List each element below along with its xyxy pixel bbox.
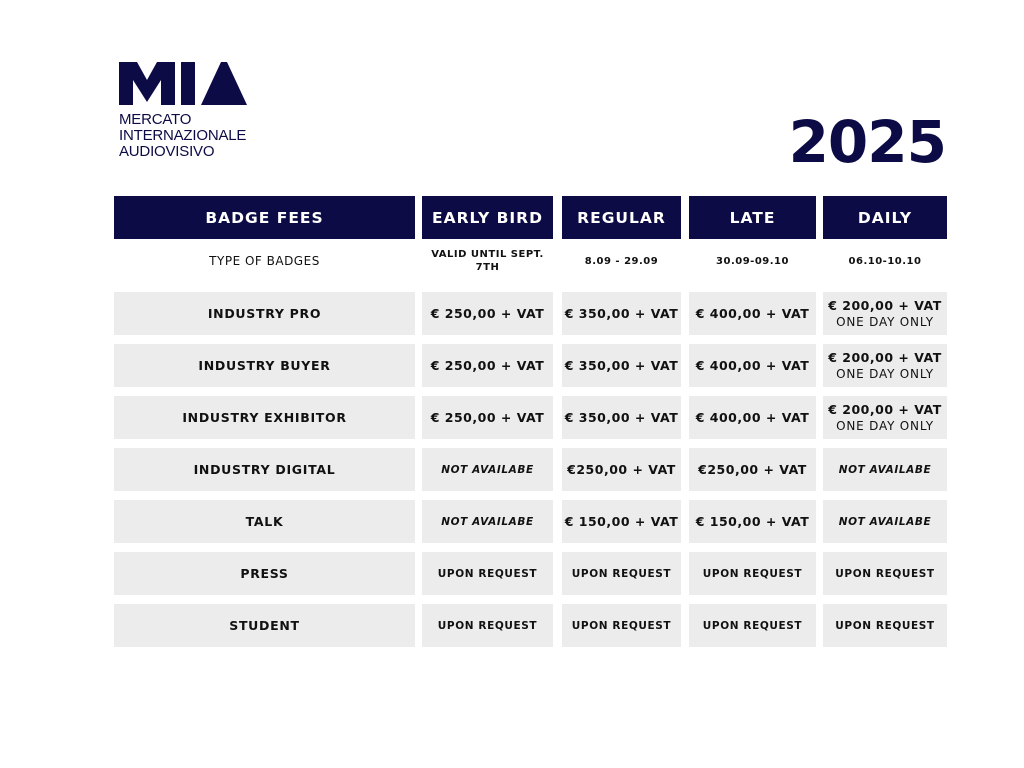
row-0-late: € 400,00 + VAT	[689, 292, 816, 335]
row-6-early-bird: UPON REQUEST	[422, 604, 553, 647]
daily-note: ONE DAY ONLY	[836, 366, 934, 381]
row-6-daily: UPON REQUEST	[823, 604, 947, 647]
row-5-late: UPON REQUEST	[689, 552, 816, 595]
row-2-regular: € 350,00 + VAT	[562, 396, 681, 439]
row-5-daily: UPON REQUEST	[823, 552, 947, 595]
header-early-bird: EARLY BIRD	[422, 196, 553, 239]
row-4-early-bird: NOT AVAILABE	[422, 500, 553, 543]
row-5-badge-type: PRESS	[114, 552, 415, 595]
logo-line-2: INTERNAZIONALE	[119, 127, 247, 144]
row-3-early-bird: NOT AVAILABE	[422, 448, 553, 491]
row-3-badge-type: INDUSTRY DIGITAL	[114, 448, 415, 491]
daily-price: € 200,00 + VAT	[828, 349, 942, 365]
mia-logo-mark	[119, 62, 247, 106]
row-4-daily: NOT AVAILABE	[823, 500, 947, 543]
year-title: 2025	[788, 108, 946, 176]
subheader-regular: 8.09 - 29.09	[584, 255, 659, 267]
row-1-regular: € 350,00 + VAT	[562, 344, 681, 387]
row-5-regular: UPON REQUEST	[562, 552, 681, 595]
row-0-regular: € 350,00 + VAT	[562, 292, 681, 335]
mia-logo	[119, 62, 259, 160]
row-1-badge-type: INDUSTRY BUYER	[114, 344, 415, 387]
row-0-badge-type: INDUSTRY PRO	[114, 292, 415, 335]
header-daily: DAILY	[823, 196, 947, 239]
row-6-badge-type: STUDENT	[114, 604, 415, 647]
row-2-early-bird: € 250,00 + VAT	[422, 396, 553, 439]
header-late: LATE	[689, 196, 816, 239]
header-regular: REGULAR	[562, 196, 681, 239]
row-1-daily	[823, 344, 947, 387]
logo-line-3: AUDIOVISIVO	[119, 143, 215, 160]
row-0-daily	[823, 292, 947, 335]
daily-price: € 200,00 + VAT	[828, 297, 942, 313]
row-0-early-bird: € 250,00 + VAT	[422, 292, 553, 335]
row-4-late: € 150,00 + VAT	[689, 500, 816, 543]
row-6-late: UPON REQUEST	[689, 604, 816, 647]
daily-price: € 200,00 + VAT	[828, 401, 942, 417]
daily-note: ONE DAY ONLY	[836, 418, 934, 433]
row-1-late: € 400,00 + VAT	[689, 344, 816, 387]
row-3-late: €250,00 + VAT	[689, 448, 816, 491]
row-4-badge-type: TALK	[114, 500, 415, 543]
logo-line-1: MERCATO	[119, 111, 192, 128]
subheader-badge-type: TYPE OF BADGES	[209, 254, 320, 268]
row-3-regular: €250,00 + VAT	[562, 448, 681, 491]
row-4-regular: € 150,00 + VAT	[562, 500, 681, 543]
header-badge-type: BADGE FEES	[114, 196, 415, 239]
row-1-early-bird: € 250,00 + VAT	[422, 344, 553, 387]
daily-note: ONE DAY ONLY	[836, 314, 934, 329]
row-5-early-bird: UPON REQUEST	[422, 552, 553, 595]
row-2-badge-type: INDUSTRY EXHIBITOR	[114, 396, 415, 439]
subheader-daily: 06.10-10.10	[848, 255, 922, 267]
row-2-late: € 400,00 + VAT	[689, 396, 816, 439]
row-3-daily: NOT AVAILABE	[823, 448, 947, 491]
subheader-early-bird: VALID UNTIL SEPT. 7TH	[431, 249, 544, 273]
row-2-daily	[823, 396, 947, 439]
subheader-late: 30.09-09.10	[716, 255, 789, 267]
row-6-regular: UPON REQUEST	[562, 604, 681, 647]
